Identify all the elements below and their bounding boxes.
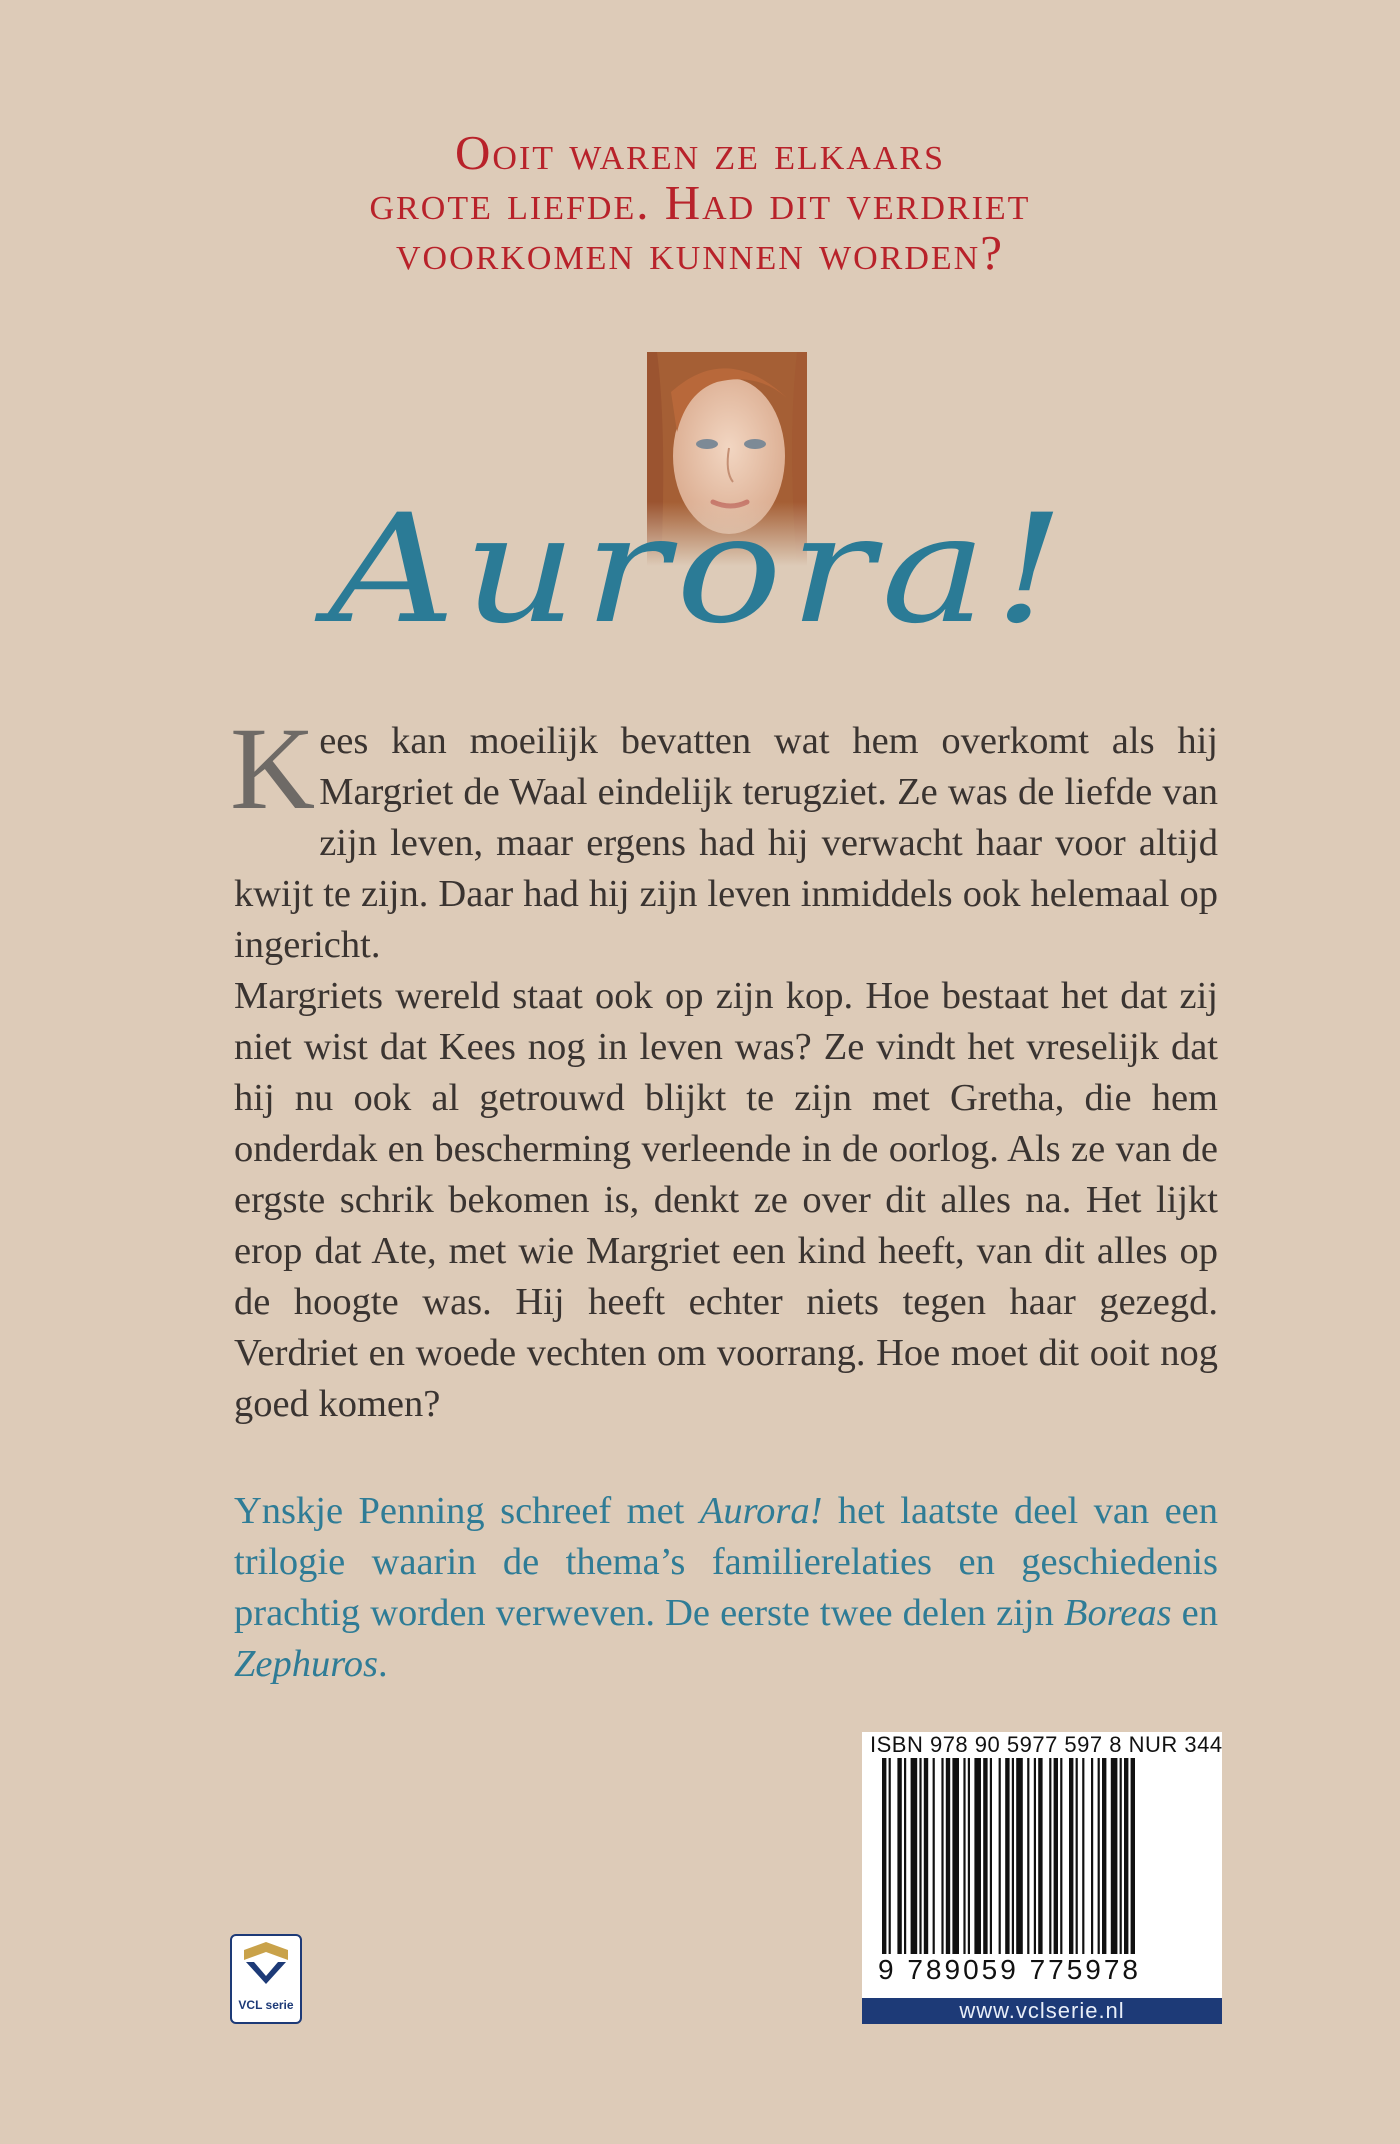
barcode-bar [999, 1758, 1001, 1954]
barcode-bar [904, 1758, 906, 1954]
book-title: Aurora! [328, 483, 1072, 657]
isbn-barcode-block [862, 1732, 1222, 2024]
barcode-bar [1034, 1758, 1036, 1954]
barcode-bar [1054, 1758, 1058, 1954]
cover-tagline [0, 125, 1400, 280]
barcode-bar [1049, 1758, 1051, 1954]
barcode-bar [889, 1758, 891, 1954]
barcode-bar [983, 1758, 987, 1954]
barcode-bar [1082, 1758, 1084, 1954]
barcode-bar [1098, 1758, 1100, 1954]
author-note-text-4: . [378, 1643, 388, 1685]
barcode-bar [941, 1758, 943, 1954]
barcode-image [882, 1758, 1202, 1954]
author-note-title-aurora: Aurora! [699, 1490, 823, 1532]
barcode-bar [946, 1758, 950, 1954]
publisher-logo [230, 1934, 302, 2024]
isbn-line: ISBN 978 90 5977 597 8 NUR 344 [870, 1732, 1223, 1757]
barcode-bar [911, 1758, 918, 1954]
barcode-bar [882, 1758, 886, 1954]
barcode-bar [1060, 1758, 1062, 1954]
tagline-line-2: grote liefde. Had dit verdriet [369, 175, 1031, 230]
blurb-paragraph-1-text: ees kan moeilijk bevatten wat hem overkomt als hij Margriet de Waal eindelijk terugziet. Ze was de liefde van zijn leven, maar ergens had hij verwacht haar voor altijd kwijt te zijn. Daar had hij zijn leven inmiddels ook helemaal op ingericht. [234, 720, 1218, 966]
barcode-bar [1076, 1758, 1078, 1954]
barcode-bar [1027, 1758, 1029, 1954]
barcode-bar [1111, 1758, 1118, 1954]
author-note-text-3: en [1171, 1592, 1218, 1634]
back-cover-blurb [230, 703, 1218, 1430]
barcode-bar [933, 1758, 935, 1954]
barcode-bar [1016, 1758, 1023, 1954]
barcode-bar [1005, 1758, 1009, 1954]
barcode-bar [1124, 1758, 1128, 1954]
website-url: www.vclserie.nl [862, 1998, 1222, 2024]
tagline-line-3: voorkomen kunnen worden? [396, 225, 1004, 280]
author-note-text-2: het laatste deel van een trilogie waarin de thema’s familierelaties en geschiedenis prachtig worden verweven. De eerste twee delen zijn [234, 1490, 1218, 1634]
author-note-title-boreas: Boreas [1063, 1592, 1172, 1634]
author-note-text-1: Ynskje Penning schreef met [234, 1490, 700, 1532]
author-note [234, 1486, 1218, 1690]
barcode-bar [1091, 1758, 1093, 1954]
barcode-bar [1012, 1758, 1014, 1954]
barcode-digits: 9 789059 775978 [878, 1954, 1141, 1985]
barcode-bar [963, 1758, 965, 1954]
blurb-paragraph-2: Margriets wereld staat ook op zijn kop. Hoe bestaat het dat zij niet wist dat Kees nog in leven was? Ze vindt het vreselijk dat hij nu ook al getrouwd blijkt te zijn met Gretha, die hem onderdak en bescherming verleende in de oorlog. Als ze van de ergste schrik bekomen is, denkt ze over dit alles na. Het lijkt erop dat Ate, met wie Margriet een kind heeft, van dit alles op de hoogte was. Hij heeft echter niets tegen haar gezegd. Verdriet en woede vechten om voorrang. Hoe moet dit ooit nog goed komen? [234, 975, 1218, 1425]
publisher-logo-label: VCL serie [238, 1998, 294, 2012]
author-note-title-zephuros: Zephuros [234, 1643, 379, 1685]
barcode-bar [1102, 1758, 1106, 1954]
drop-cap: K [230, 703, 316, 834]
barcode-bar [952, 1758, 959, 1954]
barcode-bar [919, 1758, 921, 1954]
barcode-bar [974, 1758, 981, 1954]
tagline-line-1: Ooit waren ze elkaars [455, 125, 945, 180]
barcode-bar [1131, 1758, 1135, 1954]
barcode-bar [924, 1758, 928, 1954]
barcode-bar [1069, 1758, 1073, 1954]
barcode-bar [897, 1758, 901, 1954]
blurb-paragraph-1 [230, 703, 1218, 971]
barcode-bar [990, 1758, 992, 1954]
barcode-bar [968, 1758, 970, 1954]
vcl-logo-icon [232, 1936, 300, 1996]
barcode-bar [1120, 1758, 1122, 1954]
barcode-bar [1038, 1758, 1042, 1954]
